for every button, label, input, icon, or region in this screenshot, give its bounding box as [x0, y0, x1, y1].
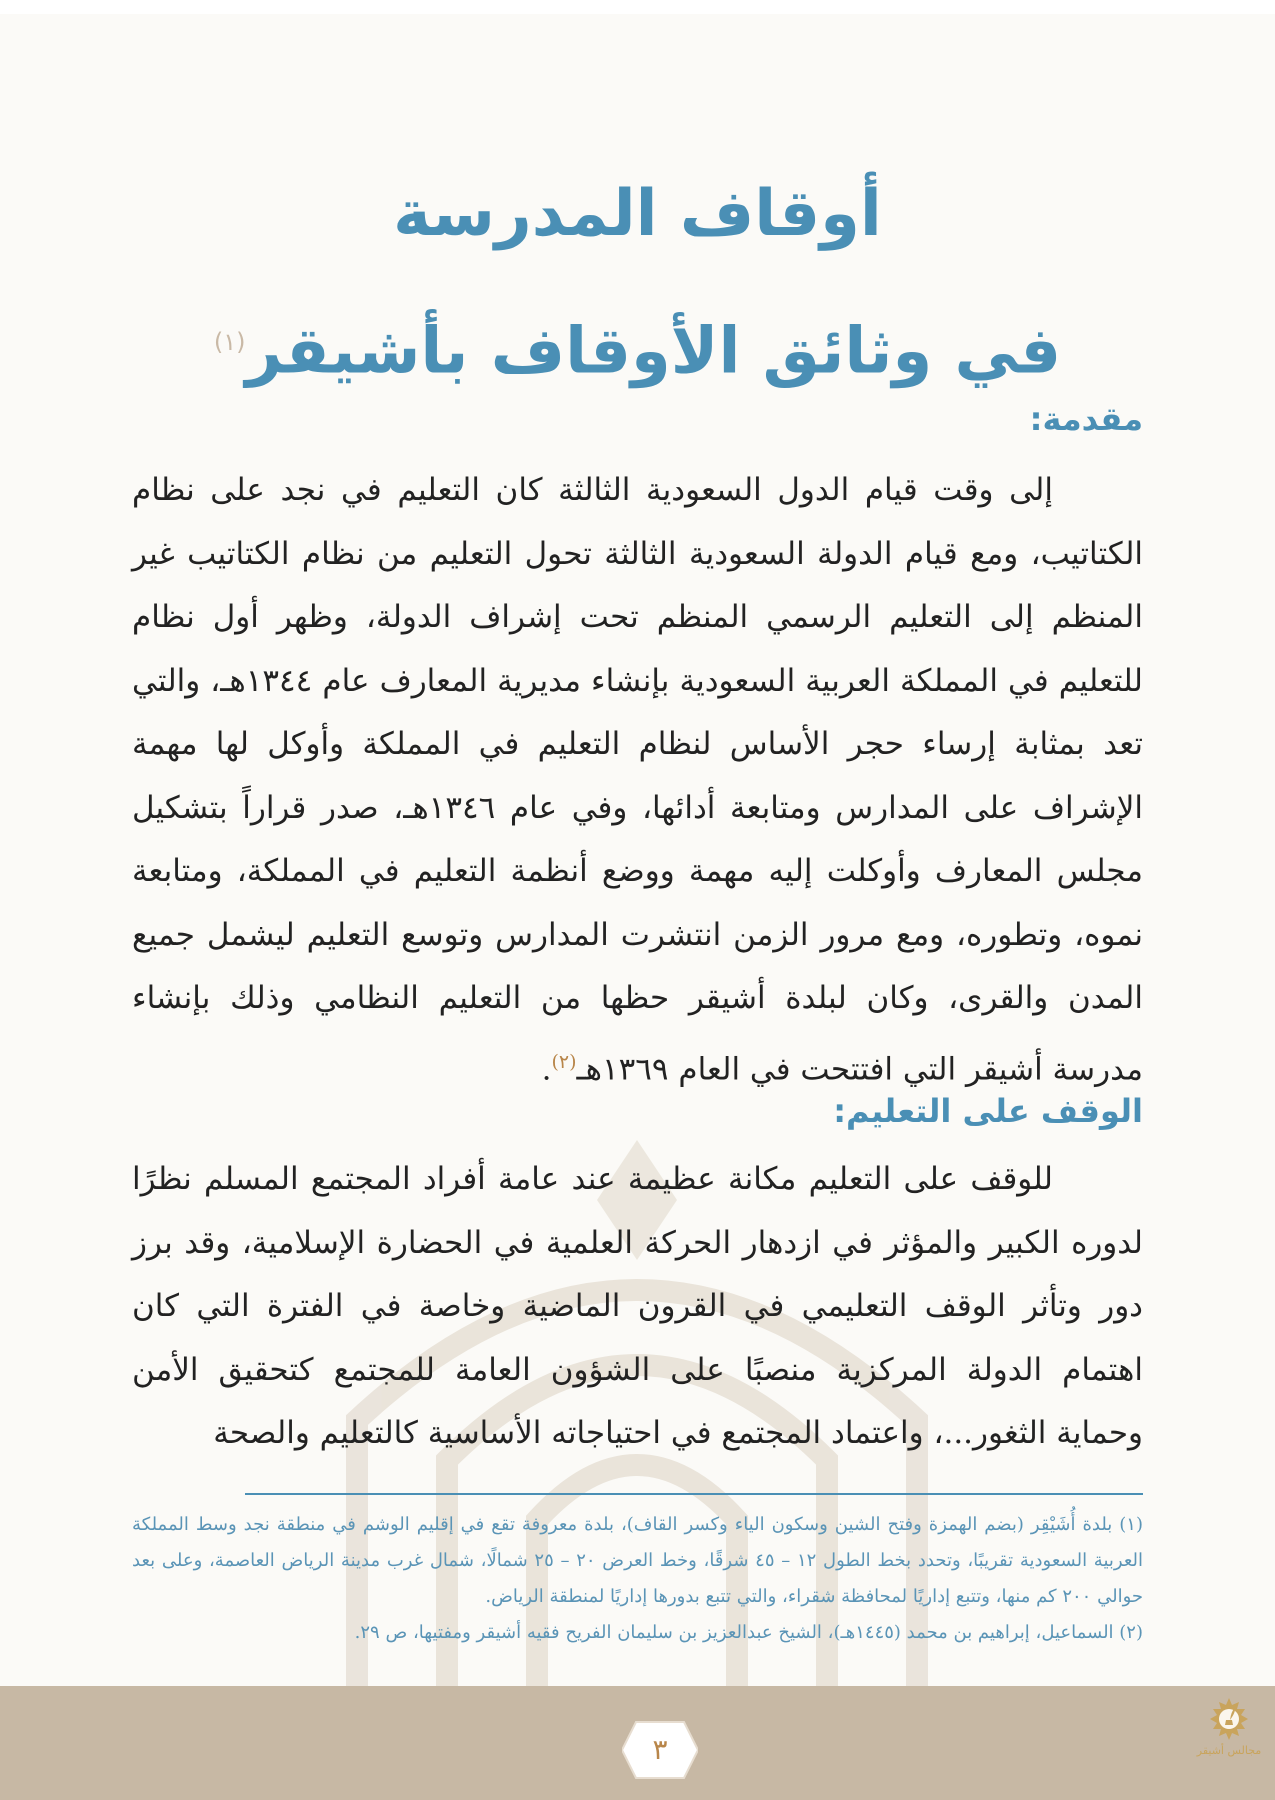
- introduction-paragraph: [132, 459, 1143, 1101]
- introduction-footnote-marker[interactable]: (٢): [551, 1050, 577, 1073]
- title-line-2-text: في وثائق الأوقاف بأشيقر: [245, 314, 1062, 389]
- section-heading-endowment-education: الوقف على التعليم:: [833, 1092, 1143, 1130]
- endowment-paragraph: للوقف على التعليم مكانة عظيمة عند عامة أفراد المجتمع المسلم نظرًا لدوره الكبير والمؤثر في ازدهار الحركة العلمية في الحضارة الإسلامية، وقد برز دور وتأثر الوقف التعليمي في القرون الماضية وخاصة في الفترة التي كان اهتمام الدولة المركزية منصبًا على الشؤون العامة للمجتمع كتحقيق الأمن وحماية الثغور...، واعتماد المجتمع في احتياجاته الأساسية كالتعليم والصحة: [132, 1161, 1143, 1451]
- introduction-text-end: .: [541, 1050, 552, 1087]
- footnote-1: (١) بلدة أُشَيْقِر (بضم الهمزة وفتح الشين وسكون الياء وكسر القاف)، بلدة معروفة تقع في إقليم الوشم في منطقة نجد وسط المملكة العربية السعودية تقريبًا، وتحدد بخط الطول ١٢ – ٤٥ شرقًا، وخط العرض ٢٠ – ٢٥ شمالًا، شمال غرب مدينة الرياض العاصمة، وعلى بعد حوالي ٢٠٠ كم منها، وتتبع إداريًا لمحافظة شقراء، والتي تتبع بدورها إداريًا لمنطقة الرياض.: [132, 1514, 1144, 1607]
- site-logo: [1196, 1696, 1262, 1788]
- page-title: [0, 150, 1275, 415]
- title-line-1: أوقاف المدرسة: [393, 177, 882, 251]
- footnote-2: (٢) السماعيل، إبراهيم بن محمد (١٤٤٥هـ)، الشيخ عبدالعزيز بن سليمان الفريح فقيه أشيقر ومفتيها، ص ٢٩.: [354, 1622, 1143, 1643]
- top-white-strip: [0, 0, 1275, 14]
- section-heading-introduction: مقدمة:: [1029, 400, 1143, 438]
- footnote-divider: [245, 1493, 1143, 1495]
- logo-text: مجالس أشيقر: [1196, 1744, 1262, 1757]
- footnotes-area: [132, 1507, 1143, 1651]
- introduction-text: إلى وقت قيام الدول السعودية الثالثة كان التعليم في نجد على نظام الكتاتيب، ومع قيام الدولة السعودية الثالثة تحول التعليم من نظام الكتاتيب غير المنظم إلى التعليم الرسمي المنظم تحت إشراف الدولة، وظهر أول نظام للتعليم في المملكة العربية السعودية بإنشاء مديرية المعارف عام ١٣٤٤هـ، والتي تعد بمثابة إرساء حجر الأساس لنظام التعليم في المملكة وأوكل لها مهمة الإشراف على المدارس ومتابعة أدائها، وفي عام ١٣٤٦هـ، صدر قراراً بتشكيل مجلس المعارف وأوكلت إليه مهمة ووضع أنظمة التعليم في المملكة، ومتابعة نموه، وتطوره، ومع مرور الزمن انتشرت المدارس وتوسع التعليم ليشمل جميع المدن والقرى، وكان لبلدة أشيقر حظها من التعليم النظامي وذلك بإنشاء مدرسة أشيقر التي افتتحت في العام ١٣٦٩هـ: [132, 472, 1143, 1087]
- title-line-2: [0, 278, 1275, 415]
- quill-inkpot-emblem-icon: [1206, 1696, 1252, 1742]
- title-footnote-marker[interactable]: (١): [213, 328, 246, 356]
- page-number: ٣: [652, 1733, 668, 1766]
